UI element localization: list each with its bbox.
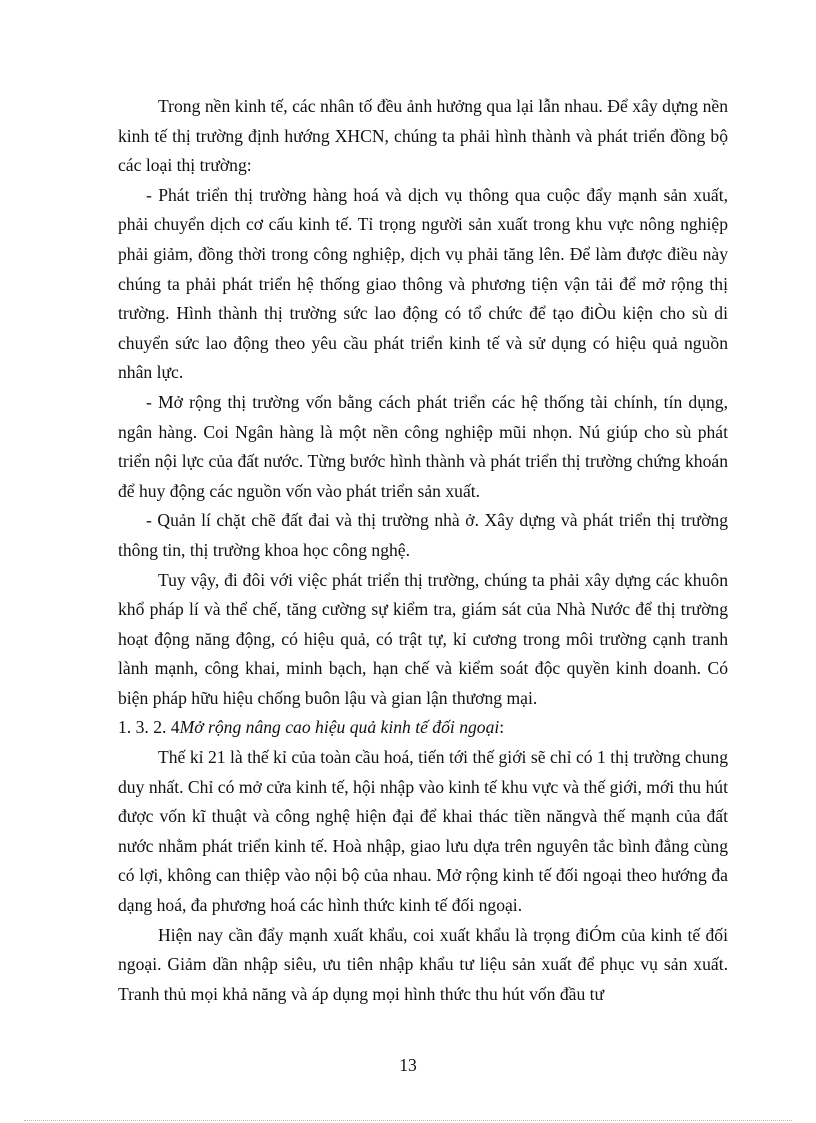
paragraph-legal-framework: Tuy vậy, đi đôi với việc phát triển thị trường, chúng ta phải xây dựng các khuôn khổ pháp lí và thể chế, tăng cường sự kiểm tra, giám sát của Nhà Nước để thị trường hoạt động năng động, có hiệu quả, có trật tự, kỉ cương trong môi trường cạnh tranh lành mạnh, công khai, minh bạch, hạn chế và kiểm soát độc quyền kinh doanh. Có biện pháp hữu hiệu chống buôn lậu và gian lận thương mại. <box>118 569 728 708</box>
paragraph-globalization: Thế kỉ 21 là thế kỉ của toàn cầu hoá, tiến tới thế giới sẽ chỉ có 1 thị trường chung duy nhất. Chỉ có mở cửa kinh tế, hội nhập vào kinh tế khu vực và thế giới, mới thu hút được vốn kĩ thuật và công nghệ hiện đại để khai thác tiền năngvà thế mạnh của đất nước nhằm phát triển kinh tế. Hoà nhập, giao lưu dựa trên nguyên tắc bình đẳng cùng có lợi, không can thiệp vào nội bộ của nhau. Mở rộng kinh tế đối ngoại theo hướng đa dạng hoá, đa phương hoá các hình thức kinh tế đối ngoại. <box>118 747 728 916</box>
section-number: 1. 3. 2. 4 <box>118 717 180 738</box>
paragraph-goods-market: - Phát triển thị trường hàng hoá và dịch vụ thông qua cuộc đẩy mạnh sản xuất, phải chuyển dịch cơ cấu kinh tế. Tỉ trọng người sản xuất trong khu vực nông nghiệp phải giảm, đồng thời trong công nghiệp, dịch vụ phải tăng lên. Để làm được điều này chúng ta phải phát triển hệ thống giao thông và phương tiện vận tải để mở rộng thị trường. Hình thành thị trường sức lao động có tổ chức để tạo điÒu kiện cho sù di chuyển sức lao động theo yêu cầu phát triển kinh tế và sử dụng có hiệu quả nguồn nhân lực. <box>118 184 728 383</box>
page-body <box>118 92 728 1009</box>
paragraph-capital-market: - Mở rộng thị trường vốn bằng cách phát triển các hệ thống tài chính, tín dụng, ngân hàng. Coi Ngân hàng là một nền công nghiệp mũi nhọn. Nú giúp cho sù phát triển nội lực của đất nước. Từng bước hình thành và phát triển thị trường chứng khoán để huy động các nguồn vốn vào phát triển sản xuất. <box>118 391 728 501</box>
section-heading-suffix: : <box>499 717 505 738</box>
paragraph-land-market: - Quản lí chặt chẽ đất đai và thị trường nhà ở. Xây dựng và phát triển thị trường thông tin, thị trường khoa học công nghệ. <box>118 510 728 560</box>
page-bottom-divider <box>24 1120 792 1121</box>
paragraph-intro: Trong nền kinh tế, các nhân tố đều ảnh hưởng qua lại lẫn nhau. Để xây dựng nền kinh tế thị trường định hướng XHCN, chúng ta phải hình thành và phát triển đồng bộ các loại thị trường: <box>118 96 728 176</box>
page-number: 13 <box>399 1055 417 1075</box>
section-title: Mở rộng nâng cao hiệu quả kinh tế đối ngoại <box>179 717 500 738</box>
section-heading <box>118 713 728 743</box>
paragraph-export: Hiện nay cần đẩy mạnh xuất khẩu, coi xuất khẩu là trọng điÓm của kinh tế đối ngoại. Giảm dần nhập siêu, ưu tiên nhập khẩu tư liệu sản xuất để phục vụ sản xuất. Tranh thủ mọi khả năng và áp dụng mọi hình thức thu hút vốn đầu tư <box>118 924 728 1004</box>
